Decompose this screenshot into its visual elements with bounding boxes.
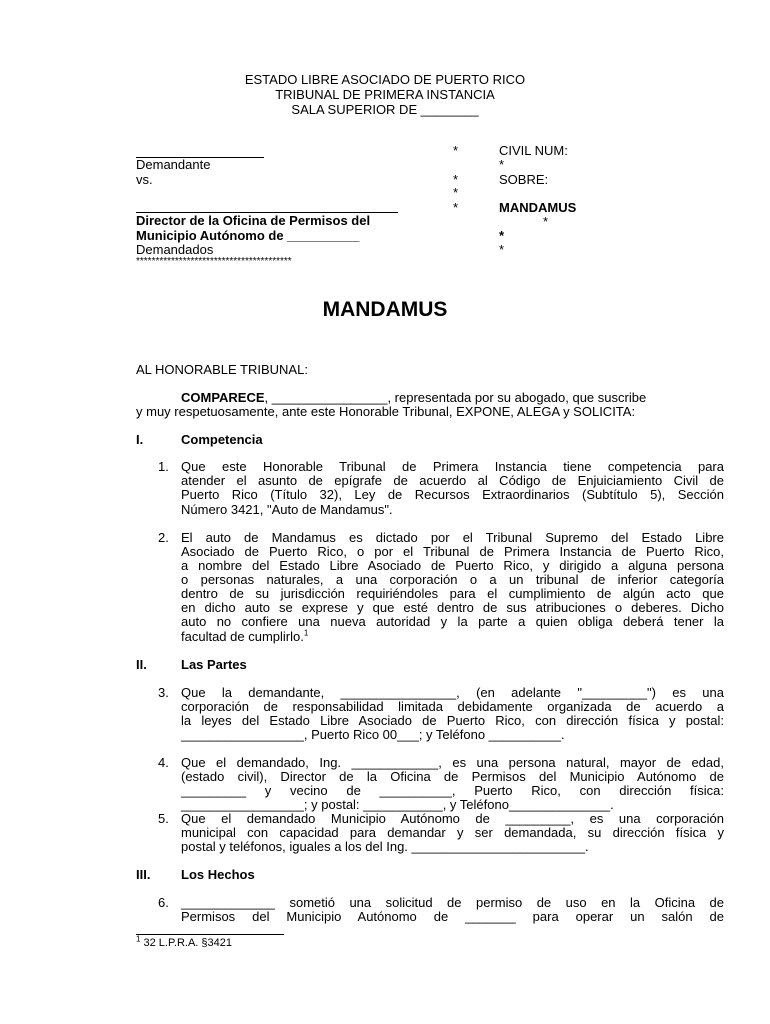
intro-line1 [181, 391, 646, 405]
court-header-line3: SALA SUPERIOR DE ________ [291, 102, 479, 117]
caption-defendant-line1: Director de la Oficina de Permisos del [136, 213, 371, 228]
paragraph-2-line: El auto de Mandamus es dictado por el Tribunal Supremo del Estado Libre [181, 530, 724, 545]
footnote [136, 934, 232, 949]
paragraph-6-line: _____________ sometió una solicitud de permiso de uso en la Oficina de [181, 895, 724, 910]
paragraph-1-line: atender el asunto de epígrafe de acuerdo al Código de Enjuiciamiento Civil de [181, 473, 724, 488]
intro-line1-rest: , ________________, representada por su abogado, que suscribe [264, 390, 647, 405]
caption-civil-num: CIVIL NUM: [499, 143, 568, 158]
paragraph-2-line: o personas naturales, a una corporación o a un tribunal de inferior categoría [181, 572, 724, 587]
paragraph-3-line: la leyes del Estado Libre Asociado de Puerto Rico, con dirección física y postal: [181, 713, 724, 728]
section-numeral: I. [136, 432, 144, 447]
section-heading-competencia: Competencia [181, 432, 263, 447]
paragraph-6-line: Permisos del Municipio Autónomo de _______ para operar un salón de [181, 909, 724, 924]
paragraph-3-line: Que la demandante, ________________, (en adelante "_________") es una [181, 685, 724, 700]
section-heading-los-hechos: Los Hechos [181, 867, 255, 882]
caption-demandante: Demandante [136, 157, 211, 172]
paragraph-4-line: Que el demandado, Ing. ____________, es una persona natural, mayor de edad, [181, 755, 724, 770]
salutation: AL HONORABLE TRIBUNAL: [136, 362, 308, 377]
caption-stars-row: **************************************** [136, 256, 292, 267]
caption-asterisk: * [453, 200, 459, 215]
paragraph-4-line: (estado civil), Director de la Oficina de Permisos del Municipio Autónomo de [181, 769, 724, 784]
intro-comparece: COMPARECE [181, 390, 265, 405]
paragraph-number: 3. [158, 685, 169, 700]
footnote-separator [136, 934, 284, 935]
caption-demandados: Demandados [136, 242, 214, 257]
paragraph-number: 4. [158, 755, 169, 770]
section-numeral: III. [136, 867, 151, 882]
paragraph-number: 6. [158, 895, 169, 910]
intro-line2: y muy respetuosamente, ante este Honorable Tribunal, EXPONE, ALEGA y SOLICITA: [136, 404, 636, 419]
caption-asterisk: * [499, 242, 505, 257]
paragraph-number: 5. [158, 811, 169, 826]
paragraph-4-line: _________ y vecino de __________, Puerto Rico, con dirección física: [181, 783, 724, 798]
paragraph-3-line: _________________, Puerto Rico 00___; y Teléfono __________. [181, 727, 565, 742]
paragraph-2-line: dentro de su jurisdicción requiriéndoles para el cumplimiento de algún acto que [181, 586, 724, 601]
paragraph-5-line: Que el demandado Municipio Autónomo de _________, es una corporación [181, 811, 724, 826]
section-heading-las-partes: Las Partes [181, 657, 247, 672]
paragraph-2-line: Asociado de Puerto Rico, o por el Tribunal de Primera Instancia de Puerto Rico, [181, 544, 724, 559]
document-title-text: MANDAMUS [322, 298, 448, 321]
paragraph-4-line: _________________; y postal: ___________, y Teléfono______________. [181, 797, 614, 812]
paragraph-2-line: a nombre del Estado Libre Asociado de Puerto Rico, y dirigido a alguna persona [181, 558, 724, 573]
paragraph-2-line: auto no confiere una nueva autoridad y la parte a quien obliga deberá tener la [181, 614, 724, 629]
paragraph-number: 1. [158, 459, 169, 474]
paragraph-2-last-line [181, 630, 308, 644]
caption-asterisk: * [453, 172, 459, 187]
paragraph-2-line: en dicho auto se exprese y que esté dentro de sus atribuciones o deberes. Dicho [181, 600, 724, 615]
caption-asterisk: * [453, 143, 459, 158]
caption-sobre: SOBRE: [499, 172, 549, 187]
footnote-text: 32 L.P.R.A. §3421 [140, 937, 232, 949]
section-numeral: II. [136, 657, 147, 672]
caption-defendant-line2: Municipio Autónomo de __________ [136, 228, 360, 243]
document-title [0, 298, 770, 322]
paragraph-5-line: postal y teléfonos, iguales a los del Ing. ________________________. [181, 839, 589, 854]
paragraph-3-line: corporación de responsabilidad limitada debidamente organizada de acuerdo a [181, 699, 724, 714]
caption-asterisk: * [543, 214, 549, 229]
court-header-line1: ESTADO LIBRE ASOCIADO DE PUERTO RICO [244, 72, 526, 87]
court-header-line2: TRIBUNAL DE PRIMERA INSTANCIA [275, 87, 495, 102]
paragraph-5-line: municipal con capacidad para demandar y ser demandada, su dirección física y [181, 825, 724, 840]
footnote-reference[interactable]: 1 [303, 628, 309, 638]
caption-asterisk: * [499, 157, 505, 172]
paragraph-1-line: Puerto Rico (Título 32), Ley de Recursos Extraordinarios (Subtítulo 5), Sección [181, 487, 724, 502]
paragraph-1-line: Número 3421, "Auto de Mandamus". [181, 502, 393, 517]
caption-asterisk: * [499, 228, 505, 243]
paragraph-2-line: facultad de cumplirlo. [181, 629, 304, 644]
paragraph-number: 2. [158, 530, 169, 545]
paragraph-1-line: Que este Honorable Tribunal de Primera Instancia tiene competencia para [181, 459, 724, 474]
caption-mandamus-label: MANDAMUS [499, 200, 577, 215]
caption-asterisk: * [453, 185, 459, 200]
footnote-marker: 1 [136, 934, 141, 944]
caption-vs: vs. [136, 172, 153, 187]
